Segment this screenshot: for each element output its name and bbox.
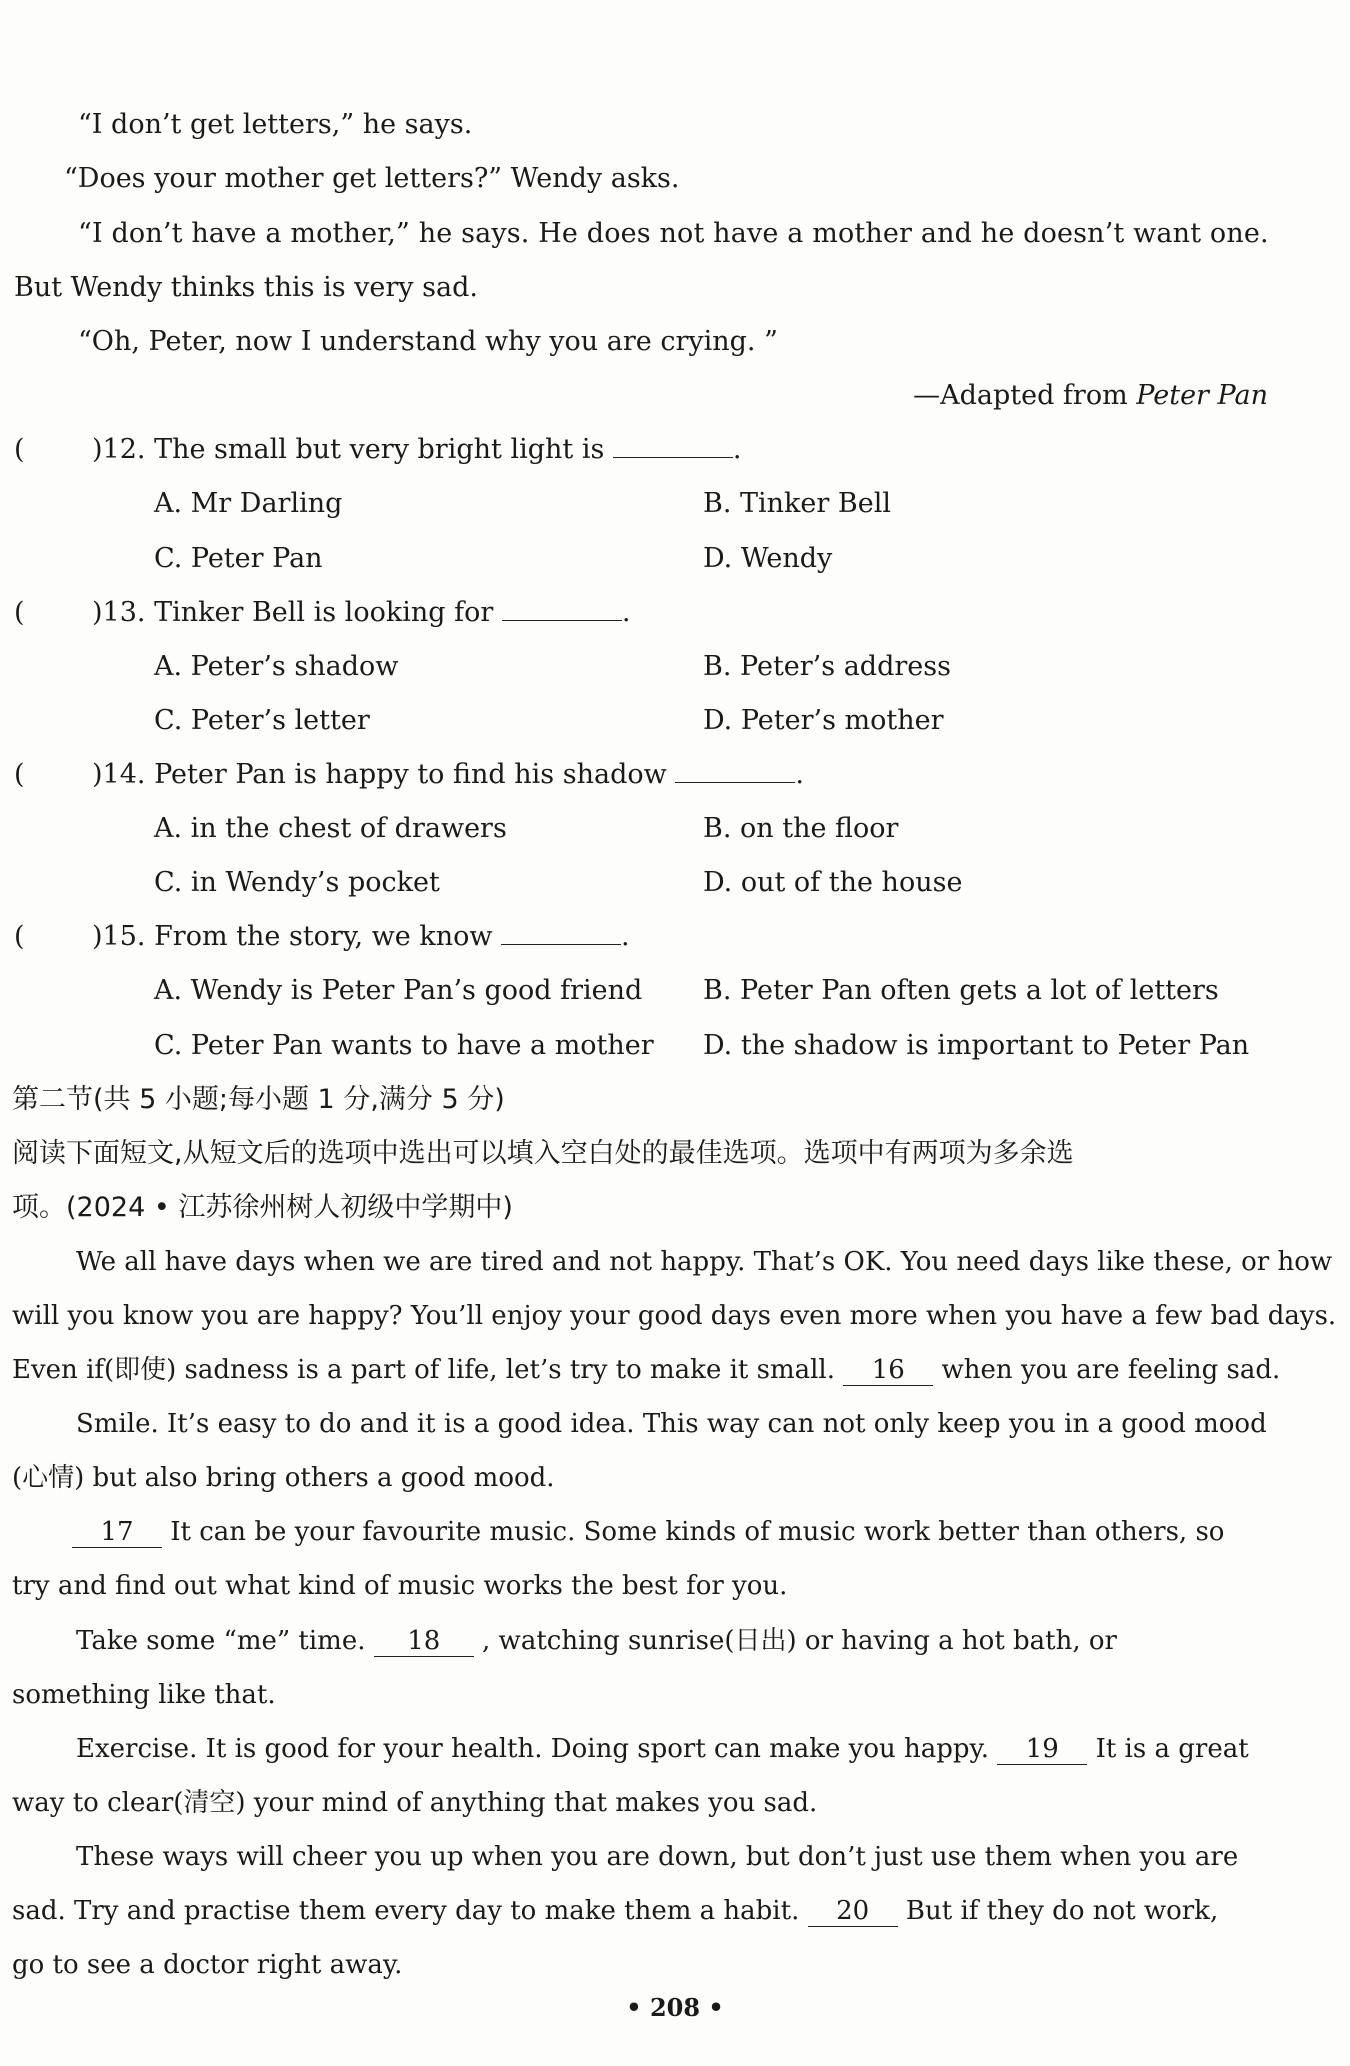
q12-option-a: A. Mr Darling bbox=[154, 488, 343, 519]
q12-option-b: B. Tinker Bell bbox=[703, 488, 891, 519]
question-15-tail: . bbox=[621, 921, 630, 952]
passage-p5-line2: way to clear(清空) your mind of anything that makes you sad. bbox=[12, 1788, 818, 1818]
gap-16[interactable]: 16 bbox=[843, 1355, 933, 1386]
q13-option-c: C. Peter’s letter bbox=[154, 705, 370, 736]
answer-paren-14: ( bbox=[14, 759, 25, 790]
passage-p6-line3: go to see a doctor right away. bbox=[12, 1950, 403, 1980]
passage-p4-line1 bbox=[76, 1624, 1117, 1658]
story-source bbox=[913, 379, 1268, 413]
passage-p1-line2: will you know you are happy? You’ll enjoy your good days even more when you have a few bad days. bbox=[12, 1301, 1337, 1331]
source-prefix: —Adapted from bbox=[913, 380, 1128, 411]
page-number: • 208 • bbox=[626, 1993, 724, 2022]
answer-blank-15[interactable] bbox=[501, 944, 621, 945]
q14-option-b: B. on the floor bbox=[703, 813, 899, 844]
answer-paren-12: ( bbox=[14, 434, 25, 465]
section-heading: 第二节(共 5 小题;每小题 1 分,满分 5 分) bbox=[12, 1084, 505, 1115]
passage-p1-line3b: when you are feeling sad. bbox=[941, 1355, 1281, 1385]
q12-option-d: D. Wendy bbox=[703, 543, 833, 574]
passage-p5-line1a: Exercise. It is good for your health. Doing sport can make you happy. bbox=[76, 1734, 990, 1764]
question-14-text: Peter Pan is happy to find his shadow bbox=[154, 759, 667, 790]
question-13 bbox=[92, 596, 630, 630]
passage-p1-line1: We all have days when we are tired and not happy. That’s OK. You need days like these, or how bbox=[76, 1247, 1333, 1277]
passage-p2-line1: Smile. It’s easy to do and it is a good idea. This way can not only keep you in a good mood bbox=[76, 1409, 1267, 1439]
q14-option-a: A. in the chest of drawers bbox=[154, 813, 507, 844]
passage-p6-line1: These ways will cheer you up when you are down, but don’t just use them when you are bbox=[76, 1842, 1239, 1872]
story-line-3: “I don’t have a mother,” he says. He does not have a mother and he doesn’t want one. bbox=[78, 218, 1269, 249]
source-title: Peter Pan bbox=[1136, 380, 1268, 411]
question-15-text: From the story, we know bbox=[154, 921, 493, 952]
question-15-number: )15. bbox=[92, 921, 146, 952]
q15-option-c: C. Peter Pan wants to have a mother bbox=[154, 1030, 654, 1061]
question-12-tail: . bbox=[732, 434, 742, 465]
q15-option-a: A. Wendy is Peter Pan’s good friend bbox=[154, 975, 643, 1006]
gap-17[interactable]: 17 bbox=[72, 1517, 162, 1548]
answer-paren-13: ( bbox=[14, 597, 25, 628]
story-line-1: “I don’t get letters,” he says. bbox=[78, 109, 473, 140]
question-14 bbox=[92, 758, 804, 792]
q14-option-d: D. out of the house bbox=[703, 867, 963, 898]
q15-option-b: B. Peter Pan often gets a lot of letters bbox=[703, 975, 1219, 1006]
gap-20[interactable]: 20 bbox=[808, 1896, 898, 1927]
q14-option-c: C. in Wendy’s pocket bbox=[154, 867, 440, 898]
question-13-number: )13. bbox=[92, 597, 146, 628]
story-line-4: But Wendy thinks this is very sad. bbox=[14, 272, 478, 303]
answer-blank-14[interactable] bbox=[675, 782, 795, 783]
answer-blank-12[interactable] bbox=[613, 457, 733, 458]
q13-option-a: A. Peter’s shadow bbox=[154, 651, 399, 682]
question-12-number: )12. bbox=[92, 434, 146, 465]
q13-option-b: B. Peter’s address bbox=[703, 651, 951, 682]
passage-p1-line3 bbox=[12, 1353, 1280, 1387]
passage-p4-line1b: , watching sunrise(日出) or having a hot bath, or bbox=[482, 1626, 1117, 1656]
story-line-5: “Oh, Peter, now I understand why you are crying. ” bbox=[78, 326, 778, 357]
passage-p6-line2 bbox=[12, 1894, 1218, 1928]
q15-option-d: D. the shadow is important to Peter Pan bbox=[703, 1030, 1250, 1061]
section-instruction-1: 阅读下面短文,从短文后的选项中选出可以填入空白处的最佳选项。选项中有两项为多余选 bbox=[12, 1138, 1074, 1169]
section-instruction-2: 项。(2024 • 江苏徐州树人初级中学期中) bbox=[12, 1192, 513, 1223]
passage-p3-line1 bbox=[72, 1515, 1224, 1549]
question-12 bbox=[92, 433, 742, 467]
question-13-text: Tinker Bell is looking for bbox=[154, 597, 494, 628]
question-13-tail: . bbox=[621, 597, 631, 628]
passage-p3-line2: try and find out what kind of music works the best for you. bbox=[12, 1571, 788, 1601]
passage-p1-line3a: Even if(即使) sadness is a part of life, let’s try to make it small. bbox=[12, 1355, 836, 1385]
passage-p2-line2: (心情) but also bring others a good mood. bbox=[12, 1463, 555, 1493]
question-12-text: The small but very bright light is bbox=[154, 434, 605, 465]
q13-option-d: D. Peter’s mother bbox=[703, 705, 944, 736]
question-14-number: )14. bbox=[92, 759, 146, 790]
passage-p4-line1a: Take some “me” time. bbox=[76, 1626, 366, 1656]
passage-p5-line1 bbox=[76, 1732, 1249, 1766]
q12-option-c: C. Peter Pan bbox=[154, 543, 323, 574]
passage-p3-line1-text: It can be your favourite music. Some kinds of music work better than others, so bbox=[170, 1517, 1225, 1547]
answer-paren-15: ( bbox=[14, 921, 25, 952]
gap-18[interactable]: 18 bbox=[374, 1626, 474, 1657]
question-15 bbox=[92, 920, 630, 954]
question-14-tail: . bbox=[795, 759, 804, 790]
gap-19[interactable]: 19 bbox=[997, 1734, 1087, 1765]
passage-p4-line2: something like that. bbox=[12, 1680, 276, 1710]
story-line-2: “Does your mother get letters?” Wendy asks. bbox=[64, 163, 680, 194]
passage-p6-line2a: sad. Try and practise them every day to make them a habit. bbox=[12, 1896, 800, 1926]
answer-blank-13[interactable] bbox=[502, 620, 622, 621]
passage-p6-line2b: But if they do not work, bbox=[905, 1896, 1219, 1926]
passage-p5-line1b: It is a great bbox=[1095, 1734, 1249, 1764]
